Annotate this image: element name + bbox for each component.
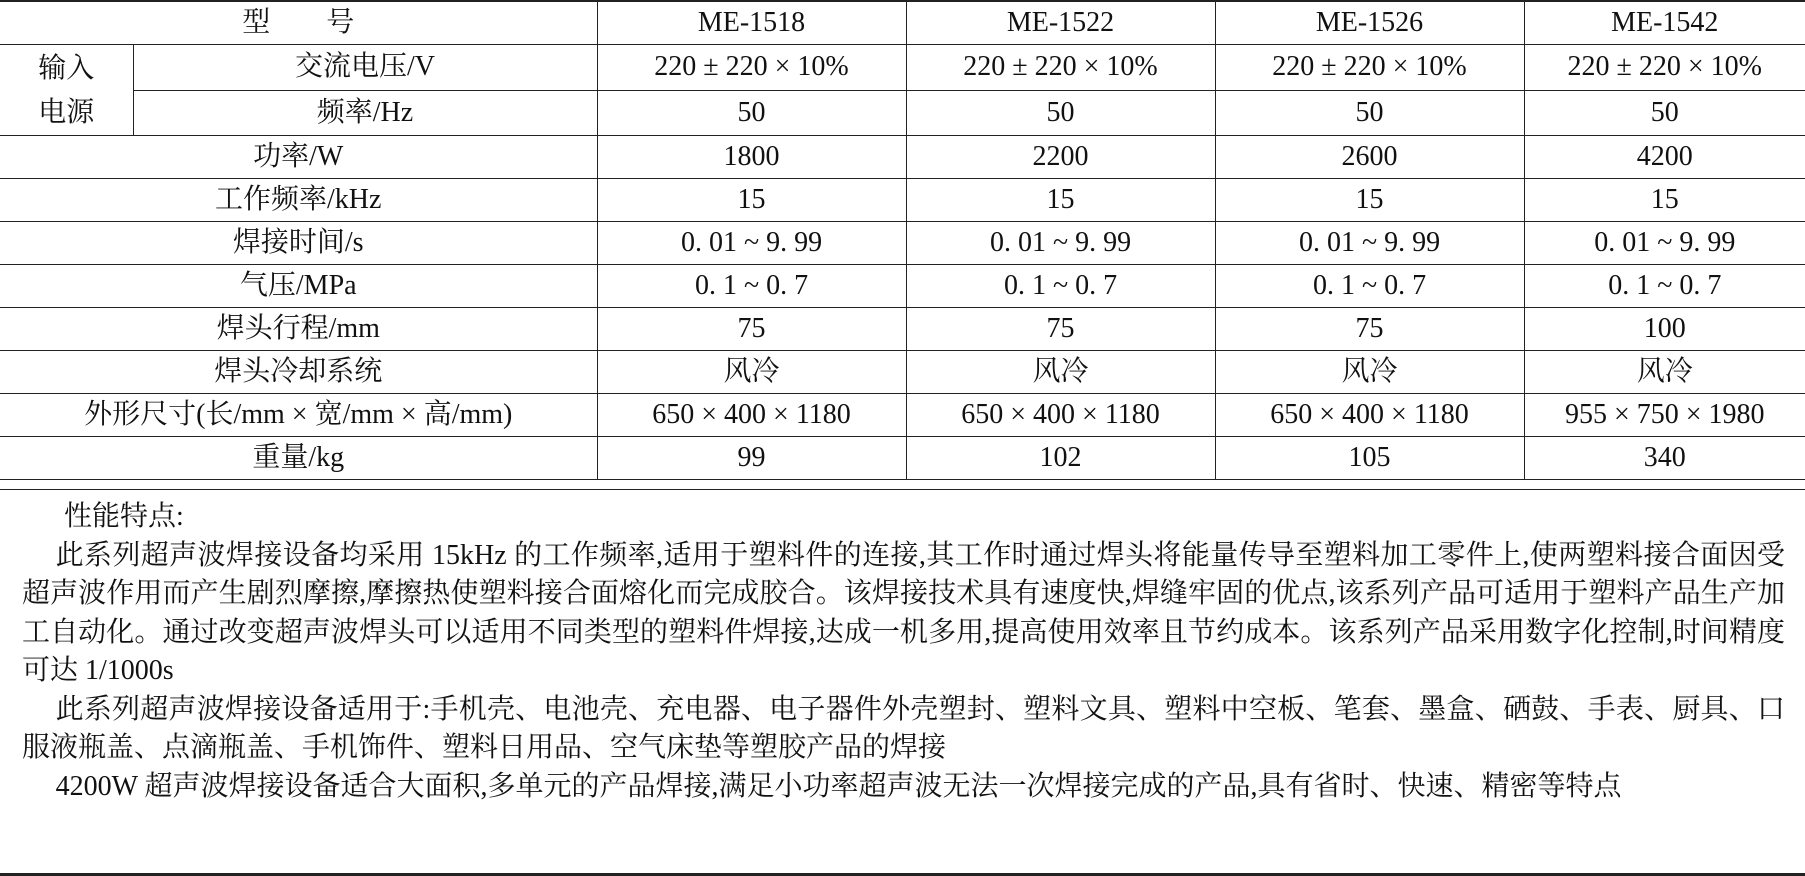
row-label: 焊头行程/mm xyxy=(0,308,597,351)
table-cell: 0. 1 ~ 0. 7 xyxy=(1524,265,1805,308)
table-cell: 650 × 400 × 1180 xyxy=(1215,394,1524,437)
row-label: 焊头冷却系统 xyxy=(0,351,597,394)
table-row xyxy=(0,136,1805,179)
header-model-cell: ME-1526 xyxy=(1215,2,1524,45)
table-cell: 650 × 400 × 1180 xyxy=(597,394,906,437)
header-model-label: 型 号 xyxy=(0,2,597,45)
row-label: 频率/Hz xyxy=(133,90,597,136)
table-cell: 2200 xyxy=(906,136,1215,179)
header-model-cell: ME-1542 xyxy=(1524,2,1805,45)
table-cell: 0. 1 ~ 0. 7 xyxy=(597,265,906,308)
group-label-line: 电源 xyxy=(38,97,95,128)
table-cell: 0. 1 ~ 0. 7 xyxy=(906,265,1215,308)
table-cell: 50 xyxy=(1215,90,1524,136)
table-cell: 15 xyxy=(1215,179,1524,222)
table-cell: 220 ± 220 × 10% xyxy=(906,45,1215,91)
table-cell: 105 xyxy=(1215,437,1524,480)
table-row xyxy=(0,222,1805,265)
spec-table-body xyxy=(0,2,1805,480)
row-label: 焊接时间/s xyxy=(0,222,597,265)
notes-paragraph: 此系列超声波焊接设备均采用 15kHz 的工作频率,适用于塑料件的连接,其工作时通过焊头将能量传导至塑料加工零件上,使两塑料接合面因受超声波作用而产生剧烈摩擦,摩擦热使塑料接合面熔化而完成胶合。该焊接技术具有速度快,焊缝牢固的优点,该系列产品可适用于塑料产品生产加工自动化。通过改变超声波焊头可以适用不同类型的塑料件焊接,达成一机多用,提高使用效率且节约成本。该系列产品采用数字化控制,时间精度可达 1/1000s xyxy=(22,539,1785,686)
table-cell: 风冷 xyxy=(1524,351,1805,394)
table-row xyxy=(0,308,1805,351)
table-row xyxy=(0,179,1805,222)
table-cell: 650 × 400 × 1180 xyxy=(906,394,1215,437)
table-cell: 0. 01 ~ 9. 99 xyxy=(906,222,1215,265)
table-cell: 99 xyxy=(597,437,906,480)
table-cell: 风冷 xyxy=(597,351,906,394)
spec-table xyxy=(0,2,1805,480)
table-cell: 0. 1 ~ 0. 7 xyxy=(1215,265,1524,308)
table-row xyxy=(0,90,1805,136)
table-cell: 50 xyxy=(597,90,906,136)
table-cell: 4200 xyxy=(1524,136,1805,179)
row-label: 交流电压/V xyxy=(133,45,597,91)
notes-title: 性能特点: xyxy=(64,501,184,532)
table-cell: 100 xyxy=(1524,308,1805,351)
table-cell: 50 xyxy=(1524,90,1805,136)
table-cell: 2600 xyxy=(1215,136,1524,179)
row-label: 外形尺寸(长/mm × 宽/mm × 高/mm) xyxy=(0,394,597,437)
table-cell: 220 ± 220 × 10% xyxy=(1215,45,1524,91)
notes-paragraph: 4200W 超声波焊接设备适合大面积,多单元的产品焊接,满足小功率超声波无法一次焊接完成的产品,具有省时、快速、精密等特点 xyxy=(55,770,1622,802)
input-power-group-label xyxy=(0,45,133,136)
table-cell: 15 xyxy=(597,179,906,222)
table-row xyxy=(0,394,1805,437)
table-cell: 220 ± 220 × 10% xyxy=(597,45,906,91)
table-cell: 340 xyxy=(1524,437,1805,480)
table-cell: 1800 xyxy=(597,136,906,179)
header-model-cell: ME-1522 xyxy=(906,2,1215,45)
table-row xyxy=(0,437,1805,480)
table-cell: 0. 01 ~ 9. 99 xyxy=(1215,222,1524,265)
table-cell: 0. 01 ~ 9. 99 xyxy=(597,222,906,265)
table-cell: 102 xyxy=(906,437,1215,480)
table-cell: 220 ± 220 × 10% xyxy=(1524,45,1805,91)
table-cell: 50 xyxy=(906,90,1215,136)
table-row xyxy=(0,351,1805,394)
row-label: 气压/MPa xyxy=(0,265,597,308)
row-label: 工作频率/kHz xyxy=(0,179,597,222)
table-row xyxy=(0,265,1805,308)
table-header-row xyxy=(0,2,1805,45)
table-cell: 75 xyxy=(906,308,1215,351)
group-label-line: 输入 xyxy=(38,53,95,84)
notes-paragraph: 此系列超声波焊接设备适用于:手机壳、电池壳、充电器、电子器件外壳塑封、塑料文具、塑料中空板、笔套、墨盒、硒鼓、手表、厨具、口服液瓶盖、点滴瓶盖、手机饰件、塑料日用品、空气床垫等塑胶产品的焊接 xyxy=(22,693,1785,763)
table-cell: 15 xyxy=(1524,179,1805,222)
table-cell: 0. 01 ~ 9. 99 xyxy=(1524,222,1805,265)
header-model-cell: ME-1518 xyxy=(597,2,906,45)
table-cell: 75 xyxy=(1215,308,1524,351)
table-cell: 15 xyxy=(906,179,1215,222)
row-label: 功率/W xyxy=(0,136,597,179)
row-label: 重量/kg xyxy=(0,437,597,480)
table-cell: 风冷 xyxy=(906,351,1215,394)
table-row xyxy=(0,45,1805,91)
performance-notes xyxy=(0,489,1805,806)
table-cell: 75 xyxy=(597,308,906,351)
table-cell: 风冷 xyxy=(1215,351,1524,394)
table-cell: 955 × 750 × 1980 xyxy=(1524,394,1805,437)
